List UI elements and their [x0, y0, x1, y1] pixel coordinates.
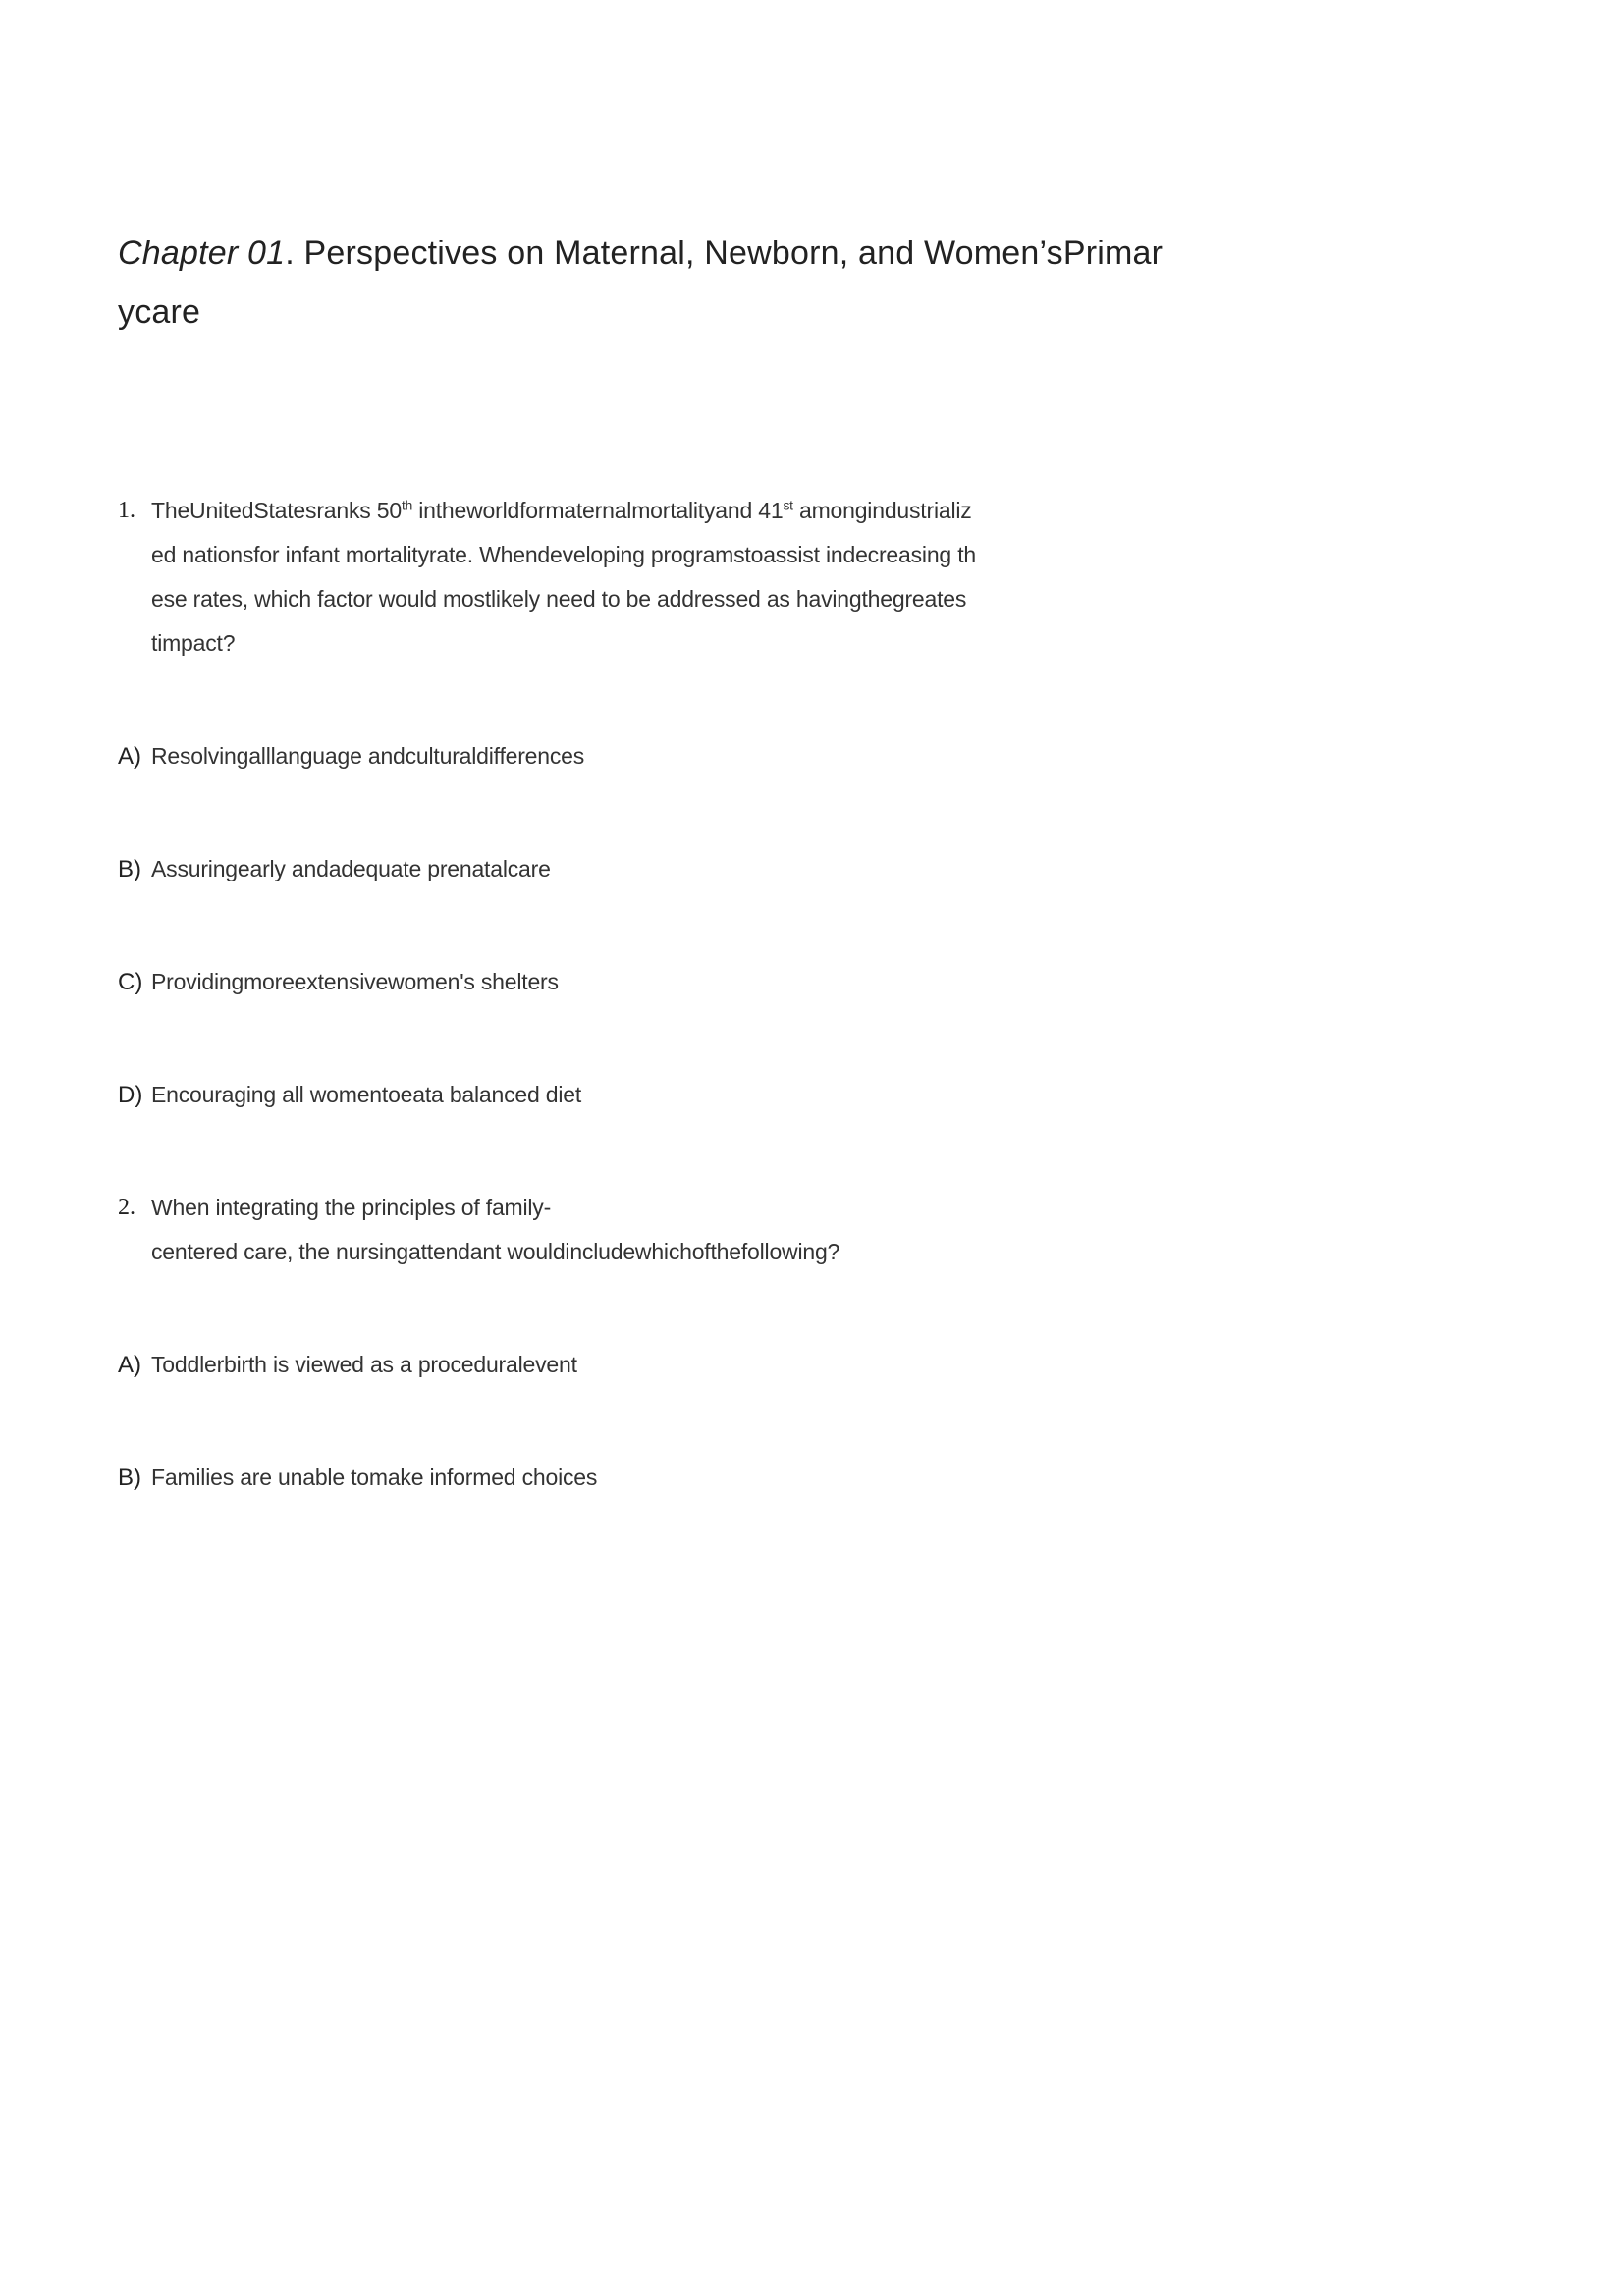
- question-1-number: 1.: [118, 498, 135, 523]
- option-letter: A): [118, 743, 141, 770]
- question-2-option-a: [118, 1343, 1506, 1387]
- question-2-body: [151, 1186, 1506, 1274]
- ordinal-st: st: [783, 498, 793, 513]
- question-2-line-1: When integrating the principles of family-: [151, 1195, 552, 1220]
- ordinal-th: th: [401, 498, 413, 513]
- option-text: Encouraging all womentoeata balanced diet: [151, 1082, 582, 1107]
- question-2: [118, 1186, 1506, 1274]
- question-1-line-4: timpact?: [151, 630, 236, 656]
- question-1: [118, 489, 1506, 666]
- option-letter: B): [118, 856, 141, 882]
- question-1-line-1-text: TheUnitedStatesranks 50: [151, 498, 402, 523]
- title-line-1: [118, 235, 1163, 272]
- option-text: Families are unable tomake informed choices: [151, 1465, 598, 1490]
- document-title: [118, 224, 1506, 342]
- option-text: Providingmoreextensivewomen's shelters: [151, 969, 559, 994]
- option-letter: B): [118, 1465, 141, 1491]
- option-text: Assuringearly andadequate prenatalcare: [151, 856, 551, 881]
- question-2-option-b: [118, 1456, 1506, 1500]
- question-1-body: [151, 489, 1506, 666]
- chapter-label: Chapter 01: [118, 235, 286, 272]
- question-1-option-d: [118, 1073, 1506, 1117]
- title-rest: . Perspectives on Maternal, Newborn, and Women’sPrimar: [285, 235, 1164, 272]
- option-text: Toddlerbirth is viewed as a proceduralevent: [151, 1352, 577, 1377]
- option-text: Resolvingalllanguage andculturaldifferences: [151, 743, 585, 769]
- option-letter: A): [118, 1352, 141, 1378]
- question-1-line-2: ed nationsfor infant mortalityrate. Whendeveloping programstoassist indecreasing th: [151, 542, 976, 567]
- question-1-option-c: [118, 960, 1506, 1004]
- question-1-line-1-text-3: amongindustrializ: [792, 498, 972, 523]
- question-1-option-a: [118, 734, 1506, 778]
- question-2-line-2: centered care, the nursingattendant wouldincludewhichofthefollowing?: [151, 1239, 840, 1264]
- question-2-number: 2.: [118, 1195, 135, 1220]
- question-1-option-b: [118, 847, 1506, 891]
- question-1-line-1-text-2: intheworldformaternalmortalityand 41: [412, 498, 784, 523]
- question-1-line-3: ese rates, which factor would mostlikely need to be addressed as havingthegreates: [151, 586, 967, 612]
- title-line-2: ycare: [118, 294, 201, 331]
- option-letter: C): [118, 969, 143, 995]
- option-letter: D): [118, 1082, 143, 1108]
- question-1-line-1: [151, 489, 1506, 533]
